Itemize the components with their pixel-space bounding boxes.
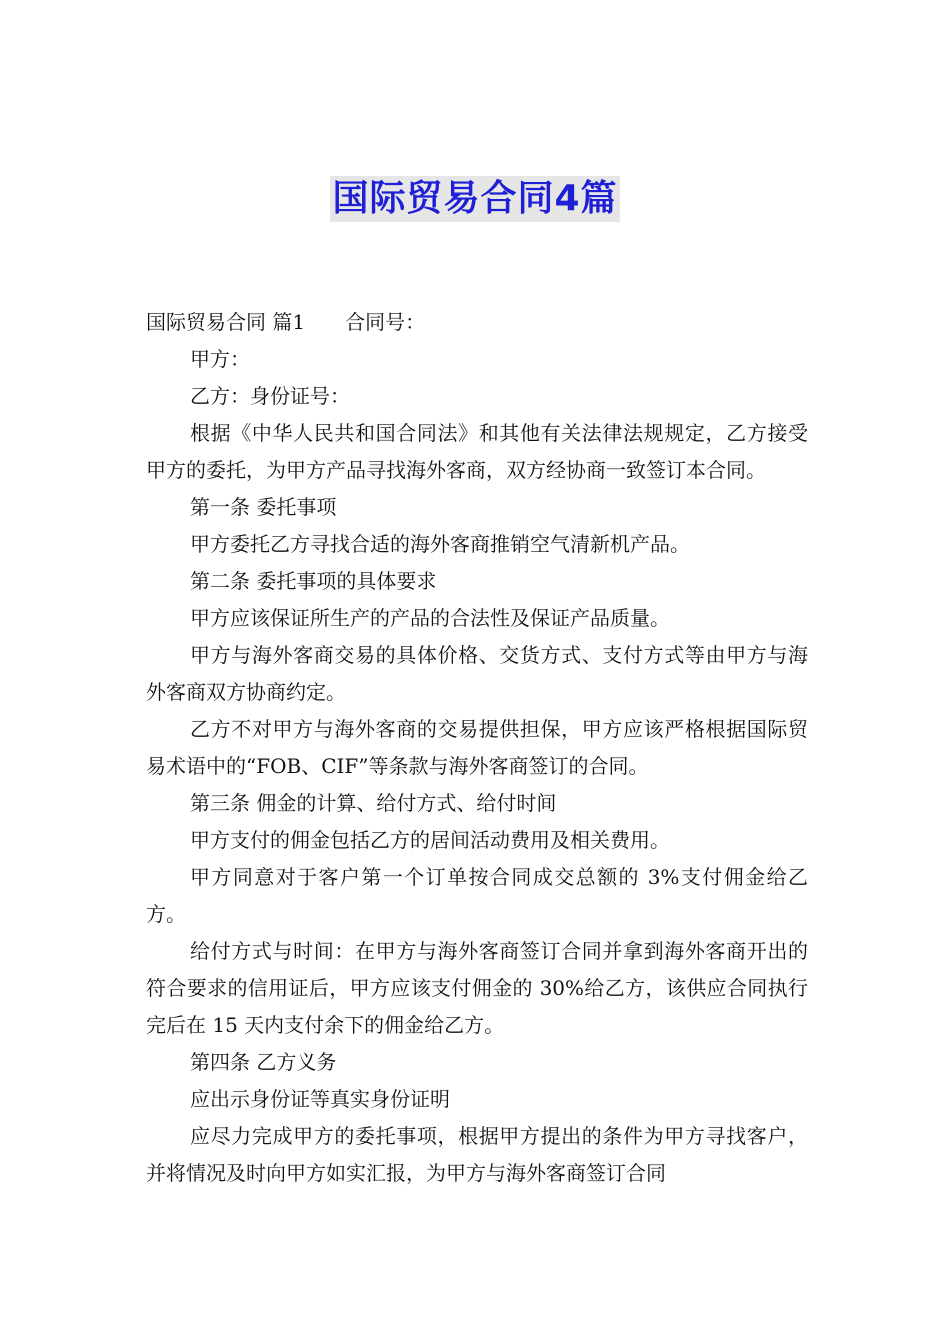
contract-heading: [146, 304, 808, 341]
paragraph: 甲方支付的佣金包括乙方的居间活动费用及相关费用。: [190, 828, 670, 852]
paragraph: 根据《中华人民共和国合同法》和其他有关法律法规规定，乙方接受甲方的委托，为甲方产品寻找海外客商，双方经协商一致签订本合同。: [146, 421, 808, 482]
paragraph: 应尽力完成甲方的委托事项，根据甲方提出的条件为甲方寻找客户，并将情况及时向甲方如实汇报，为甲方与海外客商签订合同: [146, 1124, 808, 1185]
article-heading: 第二条 委托事项的具体要求: [190, 569, 437, 593]
paragraph: 甲方委托乙方寻找合适的海外客商推销空气清新机产品。: [190, 532, 690, 556]
article-heading: 第一条 委托事项: [190, 495, 337, 519]
title-container: [0, 176, 950, 222]
article-heading: 第三条 佣金的计算、给付方式、给付时间: [190, 791, 557, 815]
paragraph: 应出示身份证等真实身份证明: [190, 1087, 450, 1111]
paragraph: 甲方与海外客商交易的具体价格、交货方式、支付方式等由甲方与海外客商双方协商约定。: [146, 643, 808, 704]
contract-number-label: 合同号：: [345, 310, 426, 334]
document-body: [146, 304, 808, 1192]
paragraph: 甲方应该保证所生产的产品的合法性及保证产品质量。: [190, 606, 670, 630]
paragraph: 乙方不对甲方与海外客商的交易提供担保，甲方应该严格根据国际贸易术语中的“FOB、CIF”等条款与海外客商签订的合同。: [146, 717, 808, 778]
party-b-line: 乙方：身份证号：: [190, 384, 350, 408]
contract-heading-label: 国际贸易合同 篇1: [146, 310, 306, 334]
paragraph: 甲方同意对于客户第一个订单按合同成交总额的 3%支付佣金给乙方。: [146, 865, 808, 926]
article-heading: 第四条 乙方义务: [190, 1050, 337, 1074]
paragraph: 给付方式与时间：在甲方与海外客商签订合同并拿到海外客商开出的符合要求的信用证后，甲方应该支付佣金的 30%给乙方，该供应合同执行完后在 15 天内支付余下的佣金给乙方。: [146, 939, 808, 1037]
document-title: 国际贸易合同4篇: [330, 176, 619, 222]
party-a-line: 甲方：: [190, 347, 250, 371]
